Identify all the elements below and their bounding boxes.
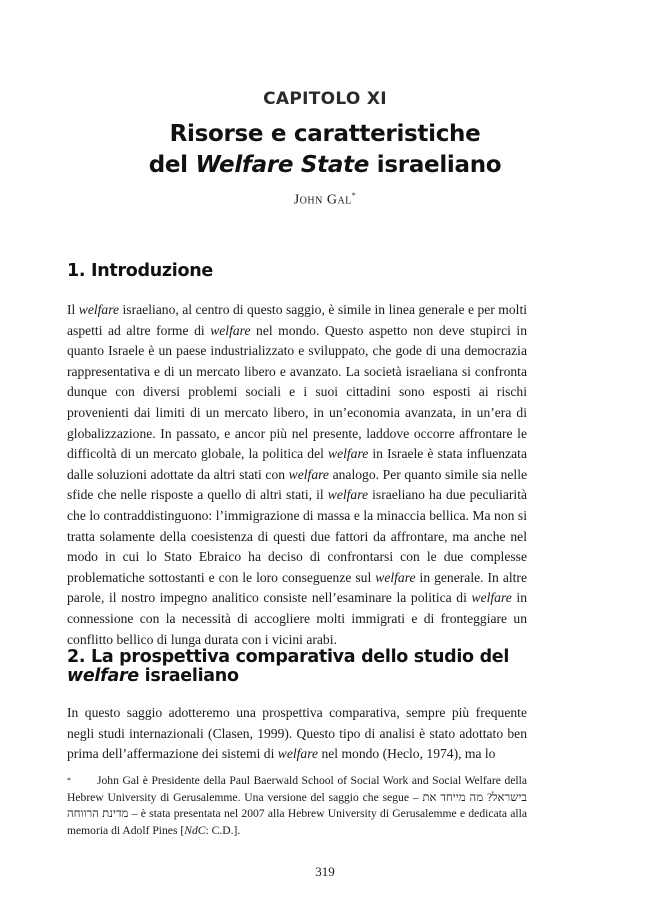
section-heading-introduzione: 1. Introduzione bbox=[67, 261, 213, 281]
title-emphasis: Welfare State bbox=[195, 152, 370, 178]
author-name: John Gal* bbox=[293, 191, 357, 208]
hebrew-title: בישראל? מה מייחד את מדינת הרווחה bbox=[67, 790, 527, 821]
title-line-2: del Welfare State israeliano bbox=[148, 152, 502, 178]
footnote: * John Gal è Presidente della Paul Baerwald School of Social Work and Social Welfare della Hebrew University di Gerusalemme. Una versione del saggio che segue – בישראל? מה מייחד את מדינת הרווחה – è stata presentata nel 2007 alla Hebrew University di Gerusalemme e dedicata alla memoria di Adolf Pines [NdC: C.D.]. bbox=[67, 774, 527, 837]
footnote-mark: * bbox=[67, 776, 71, 785]
chapter-label: CAPITOLO XI bbox=[263, 89, 387, 109]
title-line-1: Risorse e caratteristiche bbox=[169, 121, 481, 147]
section-heading-prospettiva: 2. La prospettiva comparativa dello studio del welfare israeliano bbox=[67, 647, 510, 686]
section-paragraph-introduzione: Il welfare israeliano, al centro di questo saggio, è simile in linea generale e per molti aspetti ad altre forme di welfare nel mondo. Questo aspetto non deve stupirci in quanto Israele è un paese industrializzato e sviluppato, che gode di una democrazia rappresentativa e di un mercato libero e avanzato. La società israeliana si confronta dunque con diversi problemi sociali e i suoi cittadini sono esposti ai rischi provenienti dai limiti di un mercato libero, in un’economia avanzata, in un’era di globalizzazione. In passato, e ancor più nel presente, laddove occorre affrontare le difficoltà di un mercato globale, la politica del welfare in Israele è stata influenzata dalle soluzioni adottate da altri stati con welfare analogo. Per quanto simile sia nelle sfide che nelle risposte a quello di altri stati, il welfare israeliano ha due peculiarità che lo contraddistinguono: l’immigrazione di massa e la minaccia bellica. Ma non si tratta solamente della coesistenza di questi due fattori da affrontare, ma anche nel modo in cui lo Stato Ebraico ha deciso di confrontarsi con le due complesse problematiche sottostanti e con le loro conseguenze sul welfare in generale. In altre parole, il nostro impegno analitico consiste nell’esaminare la politica di welfare in connessione con la necessità di accogliere molti immigrati e di fronteggiare un conflitto bellico di lunga durata con i vicini arabi. bbox=[67, 302, 528, 647]
section-paragraph-prospettiva: In questo saggio adotteremo una prospettiva comparativa, sempre più frequente negli studi internazionali (Clasen, 1999). Questo tipo di analisi è stato adottato ben prima dell’affermazione dei sistemi di welfare nel mondo (Heclo, 1974), ma lo bbox=[67, 705, 527, 762]
page-number: 319 bbox=[315, 864, 335, 879]
author-note-mark: * bbox=[351, 191, 357, 200]
chapter-title bbox=[0, 119, 650, 181]
